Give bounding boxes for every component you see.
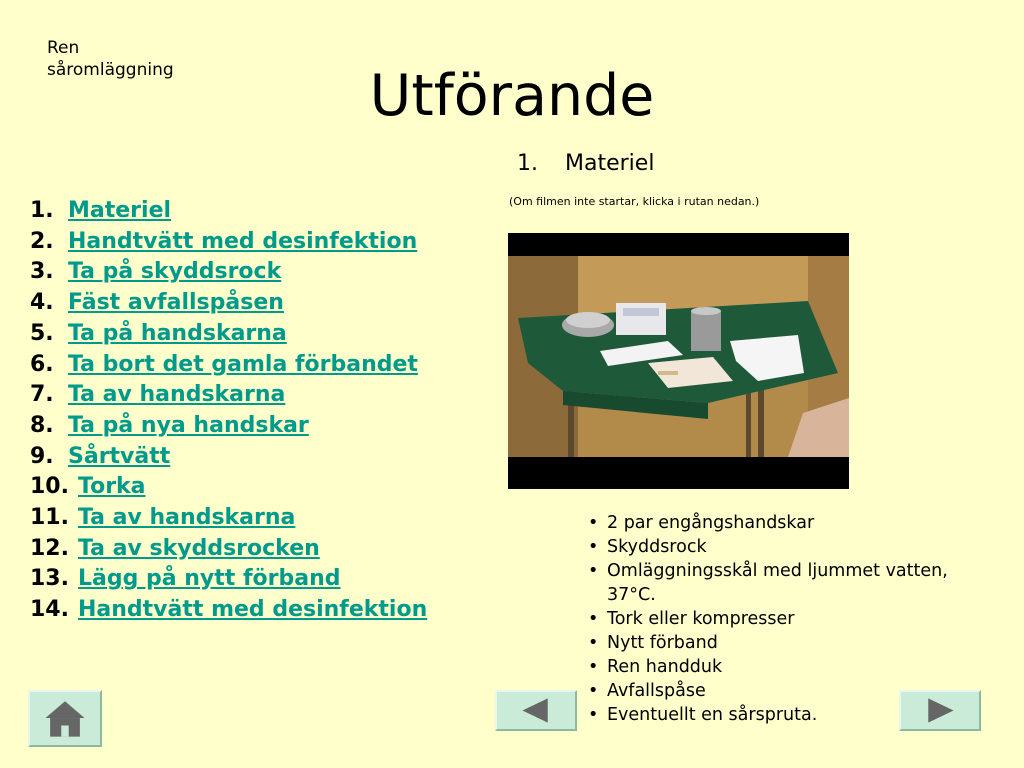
step-number: 4. <box>30 290 54 316</box>
house-icon <box>30 692 100 745</box>
list-item: • Eventuellt en sårspruta. <box>588 703 958 727</box>
step-item <box>30 411 427 442</box>
list-item: • 2 par engångshandskar <box>588 511 958 535</box>
step-item <box>30 350 427 381</box>
list-item: • Skyddsrock <box>588 535 958 559</box>
step-item <box>30 288 427 319</box>
triangle-right-icon <box>901 692 979 729</box>
previous-button[interactable] <box>495 690 577 731</box>
step-link-wound-wash[interactable]: Sårtvätt <box>68 443 171 469</box>
step-number: 14. <box>30 597 69 623</box>
step-link-remove-dressing[interactable]: Ta bort det gamla förbandet <box>68 351 418 377</box>
step-item <box>30 564 427 595</box>
step-link-gloves-off[interactable]: Ta av handskarna <box>68 382 286 408</box>
step-link-gloves-on[interactable]: Ta på handskarna <box>68 320 287 346</box>
step-number: 9. <box>30 443 54 469</box>
list-item: • Tork eller kompresser <box>588 607 958 631</box>
step-link-waste-bag[interactable]: Fäst avfallspåsen <box>68 290 284 316</box>
list-item: • Avfallspåse <box>588 679 958 703</box>
step-number: 2. <box>30 228 54 254</box>
step-link-gown-on[interactable]: Ta på skyddsrock <box>68 259 282 285</box>
step-item <box>30 227 427 258</box>
triangle-left-icon <box>497 692 575 729</box>
step-item <box>30 595 427 626</box>
home-button[interactable] <box>28 690 102 747</box>
section-title: Materiel <box>565 151 655 176</box>
step-item <box>30 442 427 473</box>
step-link-new-gloves[interactable]: Ta på nya handskar <box>68 412 309 438</box>
list-item: • Nytt förband <box>588 631 958 655</box>
step-item <box>30 319 427 350</box>
step-number: 10. <box>30 474 69 500</box>
step-number: 8. <box>30 412 54 438</box>
video-frame <box>508 233 849 489</box>
video-player[interactable] <box>508 233 849 489</box>
step-link-dry[interactable]: Torka <box>78 474 146 500</box>
video-hint: (Om filmen inte startar, klicka i rutan nedan.) <box>509 195 760 208</box>
step-link-gloves-off-2[interactable]: Ta av handskarna <box>78 505 296 531</box>
step-item <box>30 380 427 411</box>
step-number: 5. <box>30 320 54 346</box>
step-item <box>30 472 427 503</box>
page-title: Utförande <box>369 63 655 129</box>
step-link-handwash-2[interactable]: Handtvätt med desinfektion <box>78 597 428 623</box>
step-link-materiel[interactable]: Materiel <box>68 198 172 223</box>
next-button[interactable] <box>899 690 981 731</box>
step-number: 11. <box>30 505 69 531</box>
step-item <box>30 257 427 288</box>
step-number: 7. <box>30 382 54 408</box>
steps-menu <box>30 196 427 626</box>
step-number: 6. <box>30 351 54 377</box>
step-link-handwash[interactable]: Handtvätt med desinfektion <box>68 228 418 254</box>
step-number: 13. <box>30 566 69 592</box>
course-label: Ren såromläggning <box>47 38 174 80</box>
step-link-new-dressing[interactable]: Lägg på nytt förband <box>78 566 341 592</box>
section-heading <box>517 150 654 178</box>
step-number: 3. <box>30 259 54 285</box>
step-number: 12. <box>30 535 69 561</box>
step-item <box>30 503 427 534</box>
step-item <box>30 534 427 565</box>
step-link-gown-off[interactable]: Ta av skyddsrocken <box>78 535 320 561</box>
section-number: 1. <box>517 151 538 176</box>
step-number: 1. <box>30 198 54 223</box>
list-item: • Ren handduk <box>588 655 958 679</box>
list-item: • Omläggningsskål med ljummet vatten, 37°C. <box>588 559 958 607</box>
step-item <box>30 196 427 227</box>
